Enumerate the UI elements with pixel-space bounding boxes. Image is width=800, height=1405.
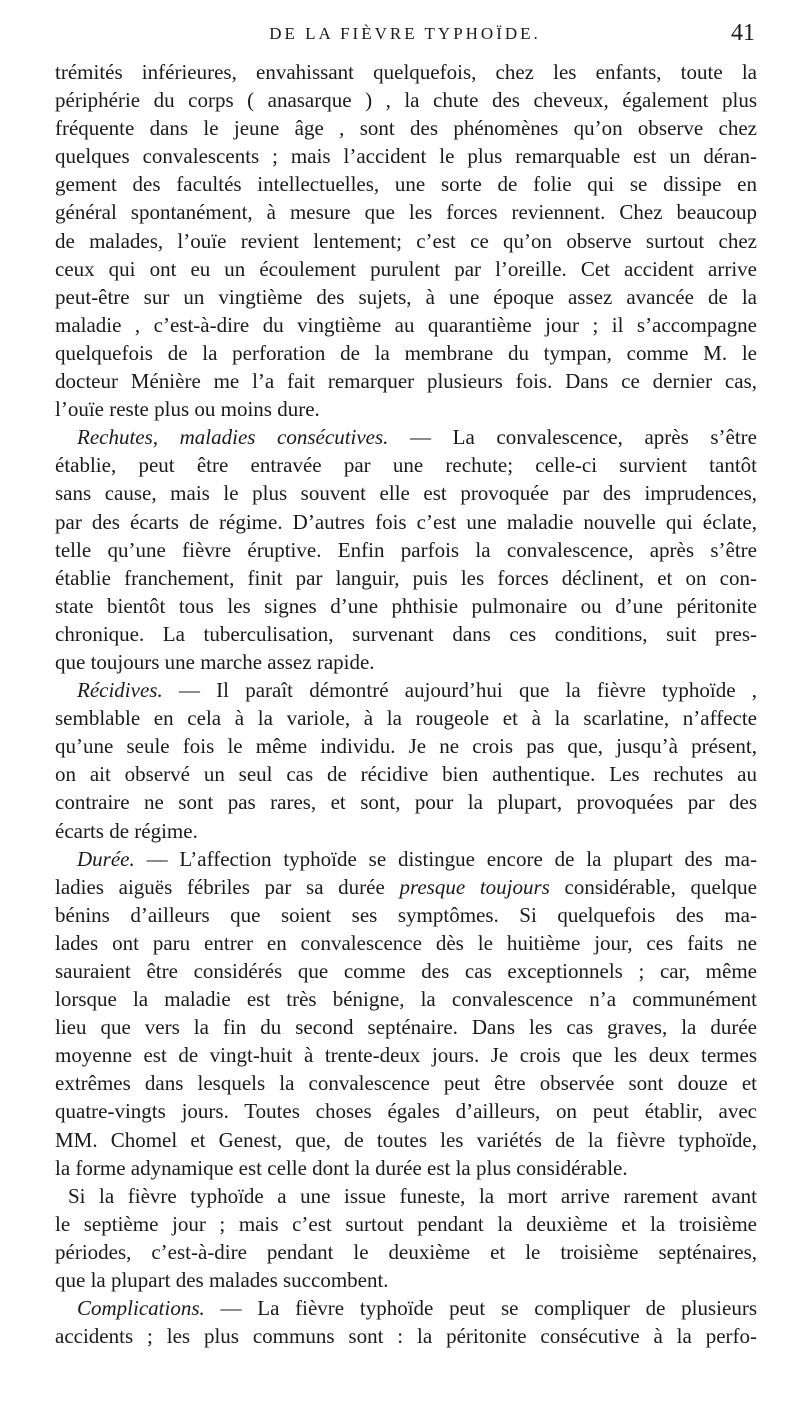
text-line: — La fièvre typhoïde peut se compliquer de plusieurs xyxy=(220,1296,757,1321)
text-line: — La convalescence, après s’être xyxy=(410,425,757,450)
text-line: quelquefois de la perforation de la membrane du tympan, comme M. le xyxy=(55,340,757,365)
text-line: lieu que vers la fin du second septénaire. Dans les cas graves, la durée xyxy=(55,1015,757,1040)
emphasis-presque-toujours: presque toujours xyxy=(399,874,550,899)
text-line: que la plupart des malades succombent. xyxy=(55,1268,389,1293)
paragraph-duree xyxy=(55,845,757,873)
text-line: que toujours une marche assez rapide. xyxy=(55,649,375,674)
text-line: lades ont paru entrer en convalescence dès le huitième jour, ces faits ne xyxy=(55,930,757,955)
paragraph-complications xyxy=(55,1294,757,1322)
text-line-duree xyxy=(55,873,757,901)
text-line: fréquente dans le jeune âge , sont des phénomènes qu’on observe chez xyxy=(55,116,757,141)
text-line: on ait observé un seul cas de récidive bien authentique. Les rechutes au xyxy=(55,762,757,787)
running-title: DE LA FIÈVRE TYPHOÏDE. xyxy=(269,24,541,43)
text-line: telle qu’une fièvre éruptive. Enfin parfois la convalescence, après s’être xyxy=(55,537,757,562)
heading-rechutes: Rechutes, maladies consécutives. xyxy=(77,425,389,450)
text-line: accidents ; les plus communs sont : la péritonite consécutive à la perfo- xyxy=(55,1324,757,1349)
heading-complications: Complications. xyxy=(77,1296,205,1321)
text-line: par des écarts de régime. D’autres fois c’est une maladie nouvelle qui éclate, xyxy=(55,509,757,534)
text-line: le septième jour ; mais c’est surtout pendant la deuxième et la troisième xyxy=(55,1211,757,1236)
text-line: bénins d’ailleurs que soient ses symptômes. Si quelquefois des ma- xyxy=(55,902,757,927)
text-line: — L’affection typhoïde se distingue encore de la plupart des ma- xyxy=(146,846,757,871)
running-head xyxy=(55,20,755,50)
heading-recidives: Récidives. xyxy=(77,678,163,703)
text-line: gement des facultés intellectuelles, une sorte de folie qui se dissipe en xyxy=(55,172,757,197)
body-text xyxy=(55,58,757,1350)
text-line: Si la fièvre typhoïde a une issue funeste, la mort arrive rarement avant xyxy=(68,1183,757,1208)
text-line: contraire ne sont pas rares, et sont, pour la plupart, provoquées par des xyxy=(55,790,757,815)
text-line: peut-être sur un vingtième des sujets, à une époque assez avancée de la xyxy=(55,284,757,309)
text-fragment: considérable, quelque xyxy=(564,874,757,899)
text-line: périphérie du corps ( anasarque ) , la chute des cheveux, également plus xyxy=(55,88,757,113)
page-number: 41 xyxy=(731,20,755,46)
text-line: sauraient être considérés que comme des cas exceptionnels ; car, même xyxy=(55,959,757,983)
text-line: — Il paraît démontré aujourd’hui que la fièvre typhoïde , xyxy=(178,678,758,703)
text-line: state bientôt tous les signes d’une phthisie pulmonaire ou d’une péritonite xyxy=(55,593,757,618)
text-line: quatre-vingts jours. Toutes choses égales d’ailleurs, on peut établir, avec xyxy=(55,1099,757,1124)
text-line: extrêmes dans lesquels la convalescence peut être observée sont douze et xyxy=(55,1071,757,1096)
text-line: docteur Ménière me l’a fait remarquer plusieurs fois. Dans ce dernier cas, xyxy=(55,369,757,394)
text-line: trémités inférieures, envahissant quelquefois, chez les enfants, toute la xyxy=(55,60,757,84)
text-line: lorsque la maladie est très bénigne, la convalescence n’a communément xyxy=(55,987,757,1012)
text-line: la forme adynamique est celle dont la durée est la plus considérable. xyxy=(55,1155,628,1180)
heading-duree: Durée. xyxy=(77,846,135,871)
text-line: l’ouïe reste plus ou moins dure. xyxy=(55,397,320,422)
text-line: général spontanément, à mesure que les forces reviennent. Chez beaucoup xyxy=(55,200,757,225)
text-line: moyenne est de vingt-huit à trente-deux jours. Je crois que les deux termes xyxy=(55,1043,757,1068)
text-line: quelques convalescents ; mais l’accident le plus remarquable est un déran- xyxy=(55,144,757,169)
paragraph-rechutes xyxy=(55,423,757,451)
text-line: établie, peut être entravée par une rechute; celle-ci survient tantôt xyxy=(55,453,757,478)
text-line: écarts de régime. xyxy=(55,818,198,843)
text-line: maladie , c’est-à-dire du vingtième au quarantième jour ; il s’accompagne xyxy=(55,312,757,337)
text-line: sans cause, mais le plus souvent elle est provoquée par des imprudences, xyxy=(55,481,757,506)
text-fragment: ladies aiguës fébriles par sa durée xyxy=(55,874,385,899)
text-line: établie franchement, finit par languir, puis les forces déclinent, et on con- xyxy=(55,565,757,590)
text-line: ceux qui ont eu un écoulement purulent par l’oreille. Cet accident arrive xyxy=(55,256,757,281)
text-line: périodes, c’est-à-dire pendant le deuxième et le troisième septénaires, xyxy=(55,1239,757,1264)
paragraph-recidives xyxy=(55,676,757,704)
text-line: chronique. La tuberculisation, survenant dans ces conditions, suit pres- xyxy=(55,621,757,646)
text-line: MM. Chomel et Genest, que, de toutes les variétés de la fièvre typhoïde, xyxy=(55,1127,757,1152)
text-line: semblable en cela à la variole, à la rougeole et à la scarlatine, n’affecte xyxy=(55,706,757,731)
text-line: de malades, l’ouïe revient lentement; c’est ce qu’on observe surtout chez xyxy=(55,228,757,253)
text-line: qu’une seule fois le même individu. Je ne crois pas que, jusqu’à présent, xyxy=(55,734,757,759)
